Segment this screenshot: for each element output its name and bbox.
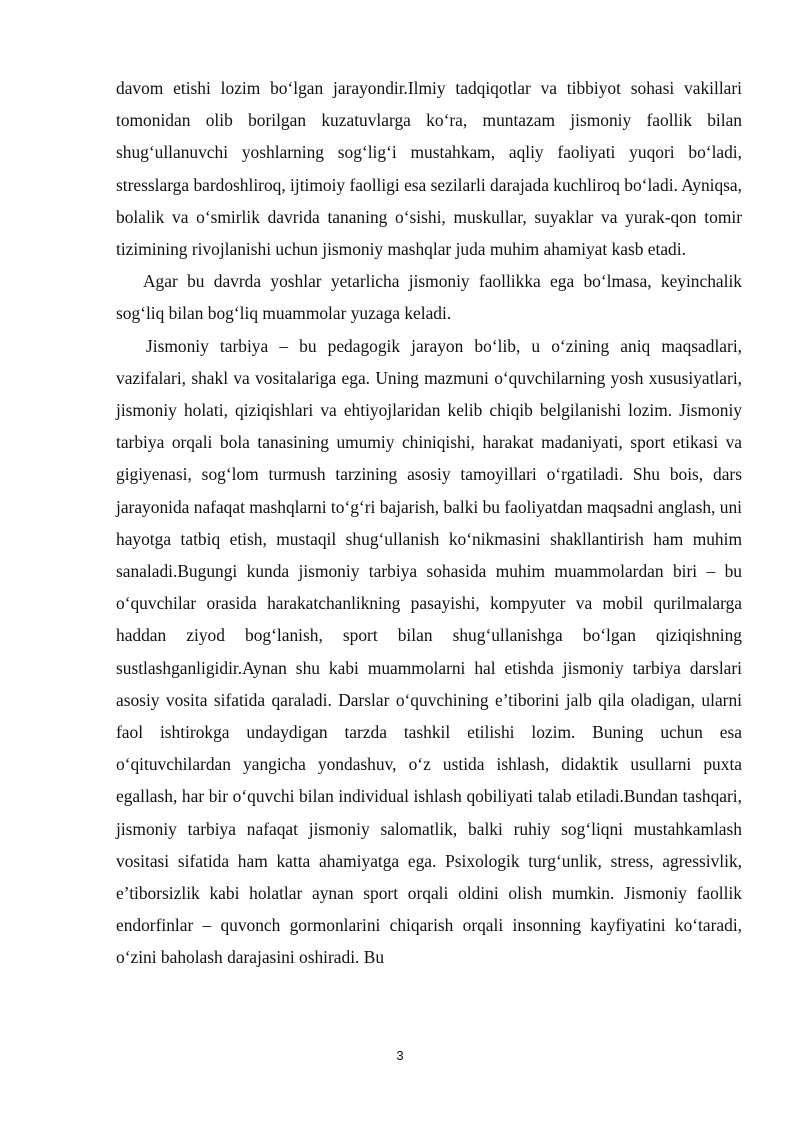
paragraph: davom etishi lozim bo‘lgan jarayondir.Ilmiy tadqiqotlar va tibbiyot sohasi vakillari tomonidan olib borilgan kuzatuvlarga ko‘ra, muntazam jismoniy faollik bilan shug‘ullanuvchi yoshlarning sog‘lig‘i mustahkam, aqliy faoliyati yuqori bo‘ladi, stresslarga bardoshliroq, ijtimoiy faolligi esa sezilarli darajada kuchliroq bo‘ladi. Ayniqsa, bolalik va o‘smirlik davrida tananing o‘sishi, muskullar, suyaklar va yurak-qon tomir tizimining rivojlanishi uchun jismoniy mashqlar juda muhim ahamiyat kasb etadi. [116,78,742,260]
paragraph: Agar bu davrda yoshlar yetarlicha jismoniy faollikka ega bo‘lmasa, keyinchalik sog‘liq bilan bog‘liq muammolar yuzaga keladi. [116,271,742,324]
body-text [116,72,742,974]
paragraph: Jismoniy tarbiya – bu pedagogik jarayon bo‘lib, u o‘zining aniq maqsadlari, vazifalari, shakl va vositalariga ega. Uning mazmuni o‘quvchilarning yosh xususiyatlari, jismoniy holati, qiziqishlari va ehtiyojlaridan kelib chiqib belgilanishi lozim. Jismoniy tarbiya orqali bola tanasining umumiy chiniqishi, harakat madaniyati, sport etikasi va gigiyenasi, sog‘lom turmush tarzining asosiy tamoyillari o‘rgatiladi. Shu bois, dars jarayonida nafaqat mashqlarni to‘g‘ri bajarish, balki bu faoliyatdan maqsadni anglash, uni hayotga tatbiq etish, mustaqil shug‘ullanish ko‘nikmasini shakllantirish ham muhim sanaladi.Bugungi kunda jismoniy tarbiya sohasida muhim muammolardan biri – bu o‘quvchilar orasida harakatchanlikning pasayishi, kompyuter va mobil qurilmalarga haddan ziyod bog‘lanish, sport bilan shug‘ullanishga bo‘lgan qiziqishning sustlashganligidir.Aynan shu kabi muammolarni hal etishda jismoniy tarbiya darslari asosiy vosita sifatida qaraladi. Darslar o‘quvchining e’tiborini jalb qila oladigan, ularni faol ishtirokga undaydigan tarzda tashkil etilishi lozim. Buning uchun esa o‘qituvchilardan yangicha yondashuv, o‘z ustida ishlash, didaktik usullarni puxta egallash, har bir o‘quvchi bilan individual ishlash qobiliyati talab etiladi.Bundan tashqari, jismoniy tarbiya nafaqat jismoniy salomatlik, balki ruhiy sog‘liqni mustahkamlash vositasi sifatida ham katta ahamiyatga ega. Psixologik turg‘unlik, stress, agressivlik, e’tiborsizlik kabi holatlar aynan sport orqali oldini olish mumkin. Jismoniy faollik endorfinlar – quvonch gormonlarini chiqarish orqali insonning kayfiyatini ko‘taradi, o‘zini baholash darajasini oshiradi. Bu [116,335,742,968]
page-number: 3 [396,1048,404,1063]
